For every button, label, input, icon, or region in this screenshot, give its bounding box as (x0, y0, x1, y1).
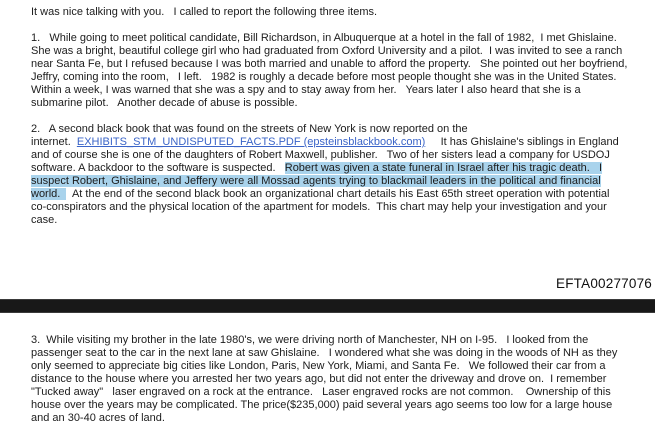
text-span: 3. While visiting my brother in the late 1980's, we were driving north of Manchester, NH on I-95. I looked from the (31, 334, 589, 346)
letter-body-above-redaction (31, 6, 651, 227)
text-line (31, 334, 651, 347)
text-line (31, 201, 651, 214)
text-line (31, 360, 651, 373)
text-span: internet. (31, 136, 77, 148)
text-span: It has Ghislaine's siblings in England (425, 136, 619, 148)
highlighted-text: Robert was given a state funeral in Israel after his tragic death. I (284, 162, 603, 174)
paragraph-intro (31, 6, 651, 19)
text-line (31, 373, 651, 386)
text-span: near Santa Fe, but I refused because I was both married and unable to afford the property. She pointed out her boyfriend, (31, 58, 628, 70)
text-span: distance to the house where you arrested her two years ago, but did not enter the driveway and drove on. I remember (31, 373, 607, 385)
text-span: software. A backdoor to the software is suspected. (31, 162, 285, 174)
paragraph-item-2 (31, 123, 651, 227)
text-span: and an 30-40 acres of land. (31, 412, 165, 424)
text-span: only seemed to appreciate big cities like London, Paris, New York, Miami, and Santa Fe. We followed their car from a (31, 360, 606, 372)
highlighted-text: world. (31, 188, 67, 200)
text-span: 2. A second black book that was found on the streets of New York is now reported on the (31, 123, 468, 135)
text-line (31, 347, 651, 360)
text-span: and of course she is one of the daughters of Robert Maxwell, publisher. Two of her sisters lead a company for USDOJ (31, 149, 610, 161)
text-span: submarine pilot. Another decade of abuse is possible. (31, 97, 298, 109)
text-line (31, 136, 651, 149)
text-line (31, 399, 651, 412)
text-line (31, 71, 651, 84)
text-span: 1. While going to meet political candidate, Bill Richardson, in Albuquerque at a hotel in the fall of 1982, I met Ghislaine. (31, 32, 617, 44)
paragraph-item-1 (31, 32, 651, 110)
text-line (31, 84, 651, 97)
text-line (31, 45, 651, 58)
text-span: case. (31, 214, 58, 226)
text-line (31, 149, 651, 162)
text-span: passenger seat to the car in the next lane at saw Ghislaine. I wondered what she was doing in the woods of NH as they (31, 347, 618, 359)
text-span: house over the years may be complicated. The price($235,000) paid several years ago seems too low for a large house (31, 399, 613, 411)
text-span: Jeffry, coming into the room, I left. 1982 is roughly a decade before most people thought she was in the United States. (31, 71, 617, 83)
highlighted-text: suspect Robert, Ghislaine, and Jeffery were all Mossad agents trying to blackmail leaders in the political and financial (31, 175, 601, 187)
document-id: EFTA00277076 (556, 276, 652, 291)
text-line (31, 188, 651, 201)
bates-number-row (556, 276, 652, 292)
text-span: At the end of the second black book an organizational chart details his East 65th street operation with potential (66, 188, 610, 200)
text-line (31, 214, 651, 227)
exhibits-pdf-link[interactable]: EXHIBITS_STM_UNDISPUTED_FACTS.PDF (epsteinsblackbook.com) (76, 136, 426, 148)
text-line (31, 162, 651, 175)
redaction-bar (0, 299, 655, 313)
text-line (31, 123, 651, 136)
text-span: She was a bright, beautiful college girl who had graduated from Oxford University and a pilot. I was invited to see a ranch (31, 45, 623, 57)
letter-body-below-redaction (31, 334, 651, 425)
text-line (31, 97, 651, 110)
text-span: "Tucked away" laser engraved on a rock at the entrance. Laser engraved rocks are not common. Ownership of this (31, 386, 611, 398)
text-span: It was nice talking with you. I called to report the following three items. (31, 6, 378, 18)
text-line (31, 58, 651, 71)
text-line (31, 412, 651, 425)
text-span: Within a week, I was warned that she was a spy and to stay away from her. Years later I also heard that she is a (31, 84, 581, 96)
text-line (31, 386, 651, 399)
text-line (31, 6, 651, 19)
paragraph-item-3 (31, 334, 651, 425)
text-line (31, 32, 651, 45)
text-span: co-conspirators and the physical location of the apartment for models. This chart may help your investigation and your (31, 201, 607, 213)
text-line (31, 175, 651, 188)
